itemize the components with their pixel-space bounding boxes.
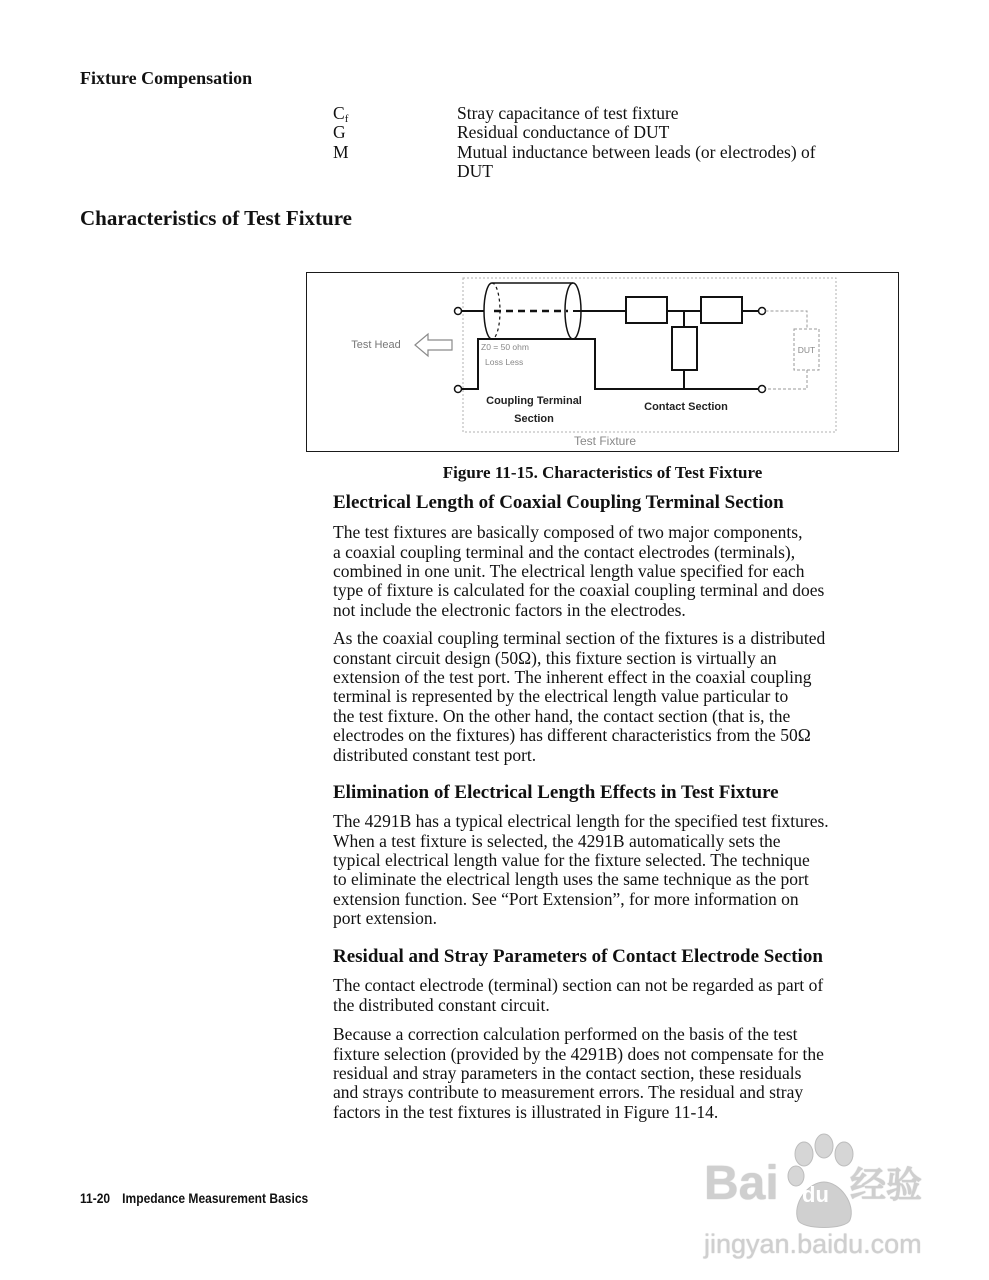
paragraph-line: and strays contribute to measurement errors. The residual and stray: [333, 1082, 804, 1103]
section-title: Characteristics of Test Fixture: [80, 206, 352, 230]
figure-caption: Figure 11-15. Characteristics of Test Fixture: [442, 463, 763, 482]
paragraph-line: When a test fixture is selected, the 4291B automatically sets the: [333, 830, 781, 851]
paragraph-line: Because a correction calculation performed on the basis of the test: [333, 1024, 798, 1045]
terminal-left-high: [454, 307, 461, 314]
paragraph: [333, 523, 893, 620]
paragraph-line: extension function. See “Port Extension”, for more information on: [333, 888, 799, 909]
arrow-left-icon: [415, 334, 452, 356]
contact-section-label: Contact Section: [643, 400, 728, 413]
definition-row: [333, 143, 893, 162]
term-subscript: f: [344, 113, 349, 125]
figure-diagram: [306, 272, 899, 452]
paragraph-line: extension of the test port. The inherent effect in the coaxial coupling: [333, 667, 812, 688]
paragraph-line: residual and stray parameters in the contact section, these residuals: [333, 1063, 802, 1084]
subsection-heading: Elimination of Electrical Length Effects in Test Fixture: [333, 782, 779, 803]
page-footer: [80, 1189, 308, 1207]
footer-title: Impedance Measurement Basics: [122, 1190, 309, 1206]
terminal-right-high: [758, 307, 765, 314]
paragraph: [333, 812, 893, 928]
coax-left-end: [484, 283, 492, 339]
terminal-right-low: [758, 385, 765, 392]
running-head: Fixture Compensation: [80, 68, 253, 88]
coupling-terminal-label: Coupling Terminal: [485, 394, 582, 407]
paragraph-line: port extension.: [333, 908, 438, 929]
definition-description-continued: DUT: [457, 160, 493, 181]
paragraph: [333, 629, 893, 765]
definition-term: [333, 104, 348, 123]
watermark-brand-paw: du: [802, 1182, 829, 1207]
definition-row: [333, 162, 893, 181]
loss-label: Loss Less: [484, 356, 523, 367]
paragraph-line: constant circuit design (50Ω), this fixture section is virtually an: [333, 647, 777, 668]
dut-lead: [765, 370, 807, 389]
subsection-heading: Electrical Length of Coaxial Coupling Terminal Section: [333, 492, 784, 513]
term-symbol: C: [333, 103, 345, 123]
impedance-label: Z0 = 50 ohm: [480, 341, 529, 352]
watermark-brand-cn: 经验: [850, 1165, 923, 1206]
paragraph-line: The contact electrode (terminal) section can not be regarded as part of: [333, 975, 824, 996]
series-impedance-2: [701, 297, 742, 323]
definition-term: M: [333, 141, 349, 162]
coupling-section-label: Section: [513, 412, 554, 425]
definition-row: [333, 104, 893, 123]
definition-row: [333, 123, 893, 142]
paragraph-line: typical electrical length value for the fixture selected. The technique: [333, 850, 810, 871]
paragraph-line: the distributed constant circuit.: [333, 994, 550, 1015]
paragraph-line: distributed constant test port.: [333, 744, 537, 765]
subsection-heading: Residual and Stray Parameters of Contact Electrode Section: [333, 946, 823, 967]
page-number: 11-20: [80, 1190, 111, 1206]
definition-description: Stray capacitance of test fixture: [457, 103, 679, 123]
dut-lead: [765, 311, 807, 329]
test-head-label: Test Head: [350, 338, 401, 351]
series-impedance-1: [626, 297, 667, 323]
test-fixture-label: Test Fixture: [573, 433, 636, 448]
paragraph-line: As the coaxial coupling terminal section of the fixtures is a distributed: [333, 628, 826, 649]
paragraph-line: combined in one unit. The electrical length value specified for each: [333, 561, 805, 582]
paragraph-line: terminal is represented by the electrical length value particular to: [333, 686, 789, 707]
watermark-brand: Bai: [704, 1157, 779, 1210]
paragraph-line: fixture selection (provided by the 4291B) does not compensate for the: [333, 1043, 824, 1064]
paragraph-line: electrodes on the fixtures) has different characteristics from the 50Ω: [333, 725, 811, 746]
paragraph-line: type of fixture is calculated for the coaxial coupling terminal and does: [333, 580, 825, 601]
test-fixture-diagram: [306, 272, 899, 452]
paragraph-line: the test fixture. On the other hand, the contact section (that is, the: [333, 705, 791, 726]
paragraph: [333, 976, 893, 1015]
definition-term: G: [333, 122, 346, 143]
dut-label: DUT: [797, 344, 815, 355]
definition-description: Mutual inductance between leads (or electrodes) of: [457, 141, 816, 162]
paragraph-line: to eliminate the electrical length uses the same technique as the port: [333, 869, 809, 890]
paragraph-line: not include the electronic factors in the electrodes.: [333, 599, 686, 620]
paragraph: [333, 1025, 893, 1122]
paragraph-line: The test fixtures are basically composed of two major components,: [333, 522, 803, 543]
shunt-admittance: [672, 327, 697, 370]
terminal-left-low: [454, 385, 461, 392]
definition-description: Residual conductance of DUT: [457, 122, 670, 143]
watermark-url: jingyan.baidu.com: [704, 1229, 922, 1259]
baidu-watermark: [700, 1120, 950, 1270]
paragraph-line: a coaxial coupling terminal and the contact electrodes (terminals),: [333, 541, 796, 562]
paragraph-line: The 4291B has a typical electrical length for the specified test fixtures.: [333, 811, 829, 832]
paragraph-line: factors in the test fixtures is illustrated in Figure 11-14.: [333, 1101, 719, 1122]
symbol-definitions: [333, 104, 893, 181]
